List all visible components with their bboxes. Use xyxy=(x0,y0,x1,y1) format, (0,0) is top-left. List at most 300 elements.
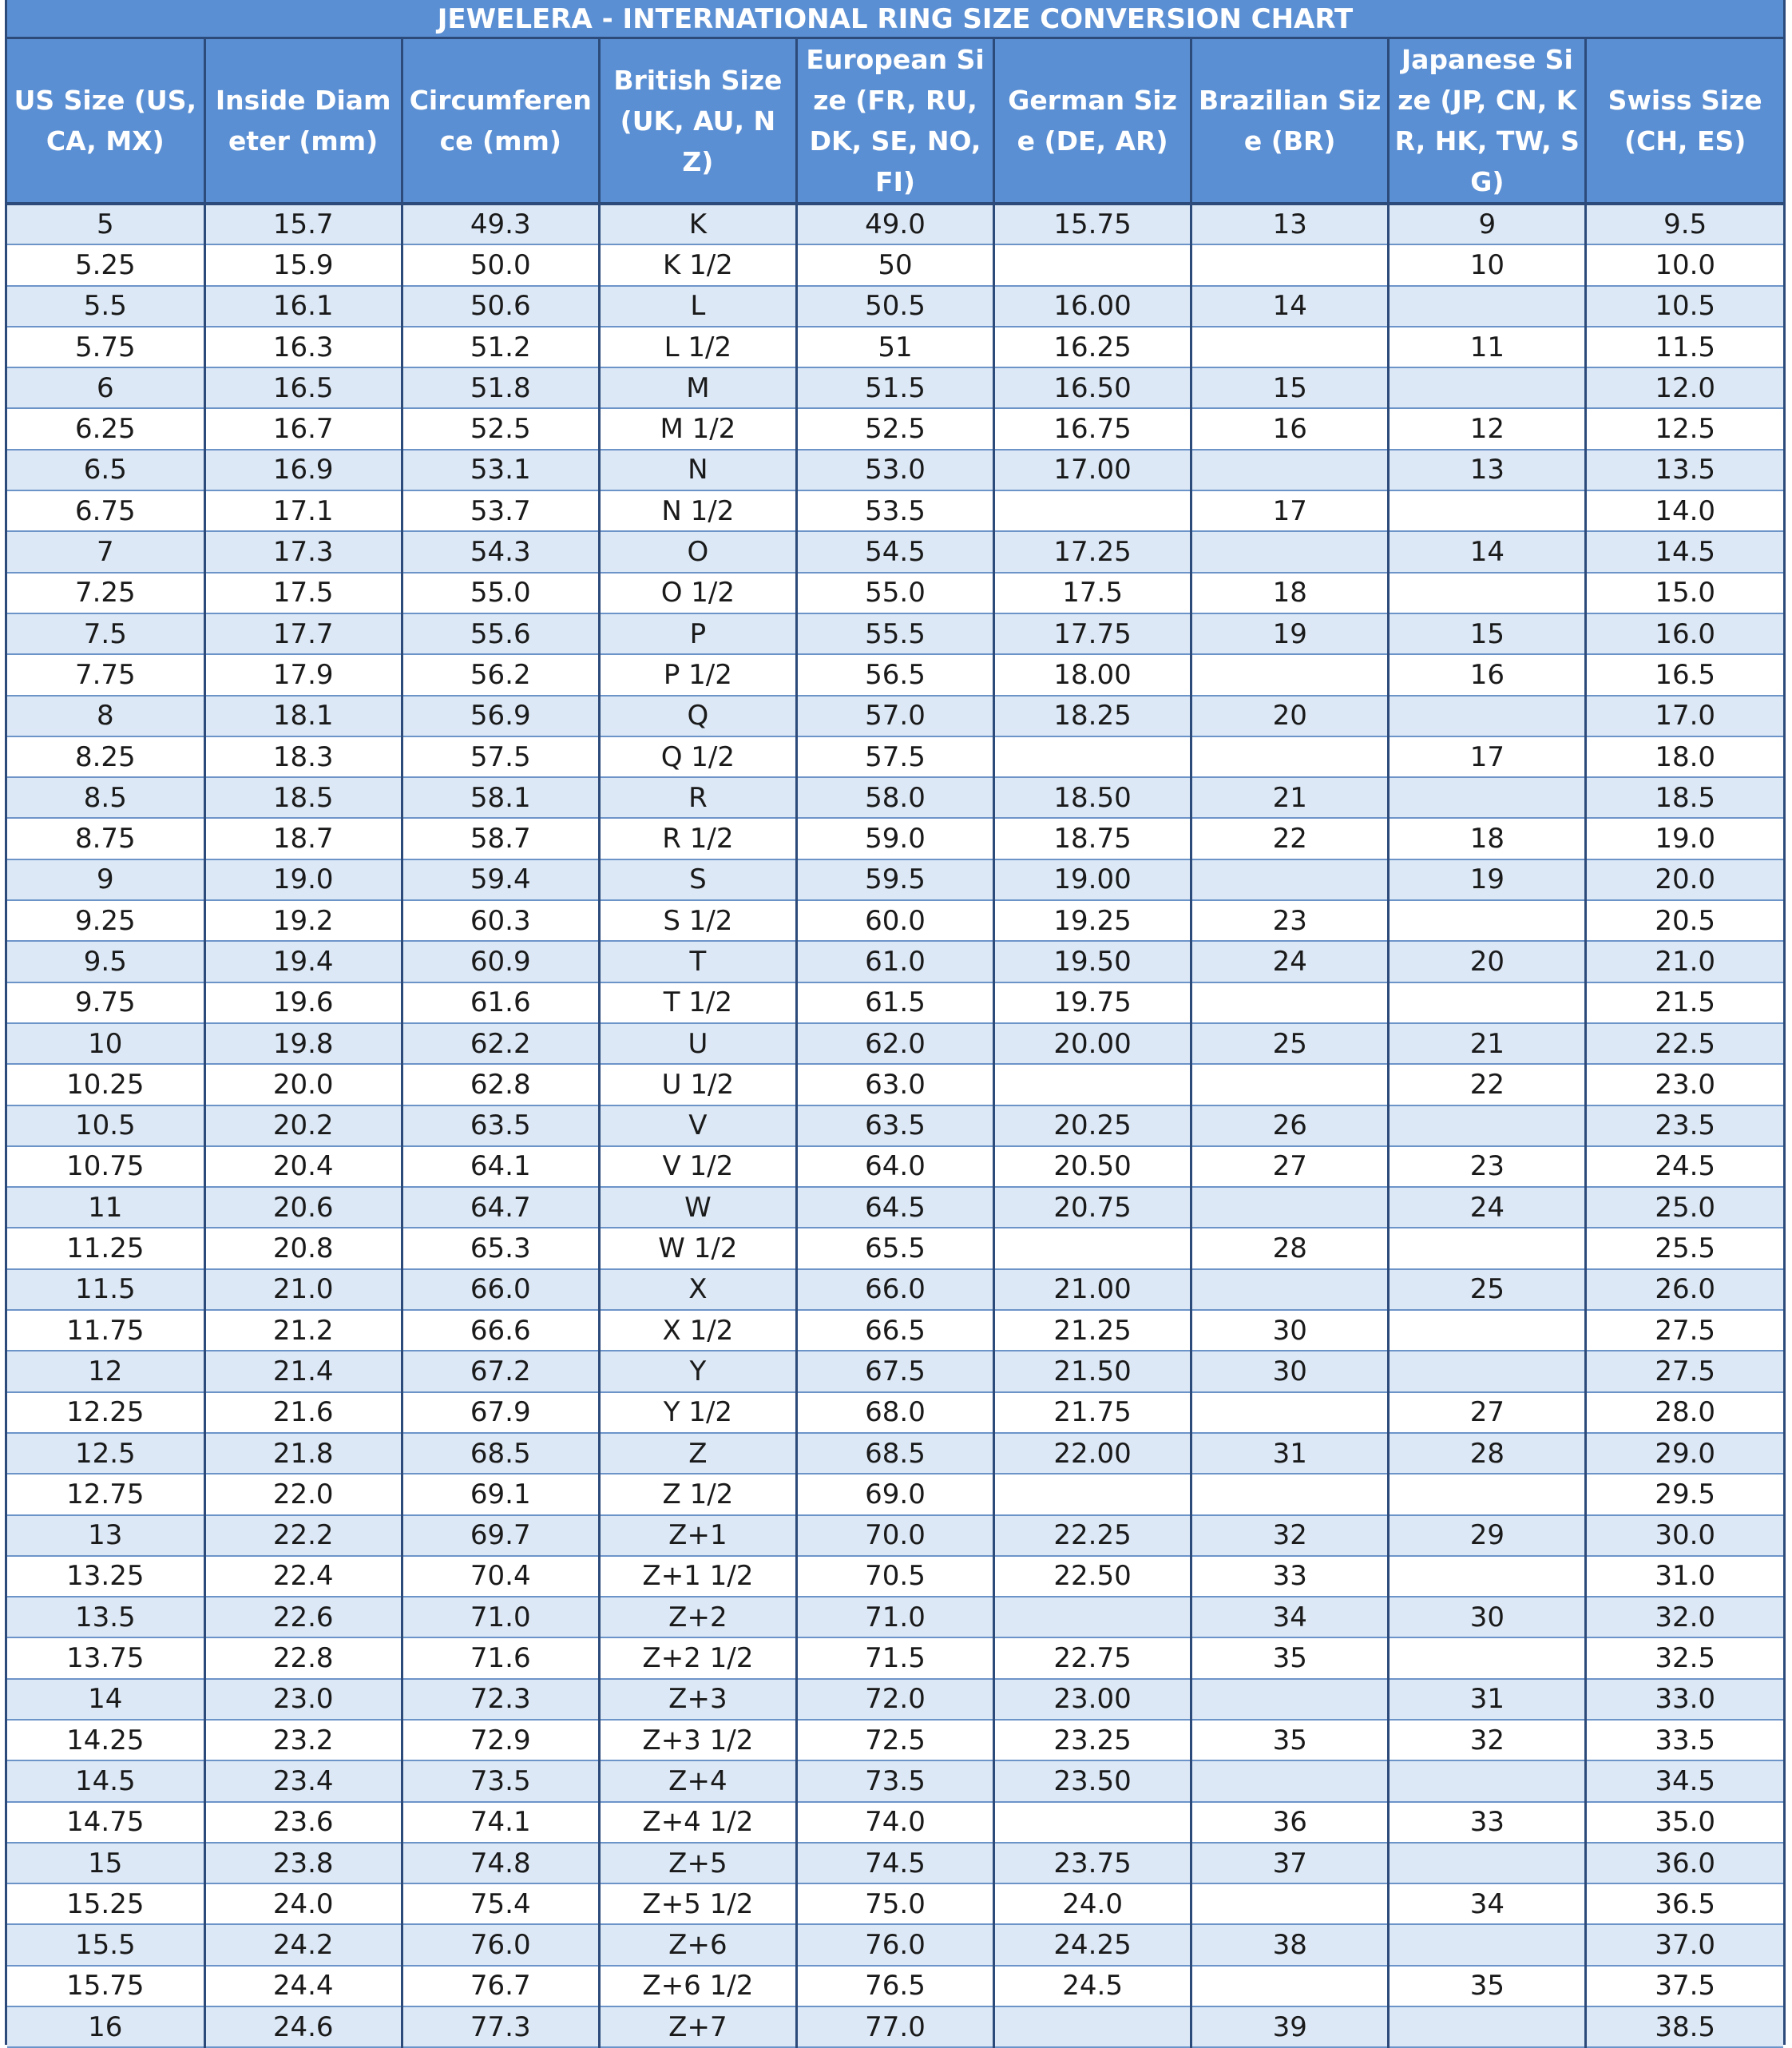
table-cell: 53.1 xyxy=(402,450,599,490)
table-row xyxy=(7,244,1783,285)
table-cell xyxy=(1389,1310,1586,1351)
table-cell: 71.5 xyxy=(796,1637,993,1678)
table-cell: 23 xyxy=(1191,900,1389,941)
table-cell: 31 xyxy=(1389,1679,1586,1720)
table-cell xyxy=(1191,1760,1389,1801)
table-cell: Y xyxy=(599,1351,796,1391)
table-cell: 50.5 xyxy=(796,286,993,327)
table-cell: 16 xyxy=(1389,654,1586,695)
table-cell: 17.7 xyxy=(204,613,402,654)
table-cell: 25.0 xyxy=(1586,1187,1783,1228)
table-row xyxy=(7,1064,1783,1105)
table-cell: 14 xyxy=(1389,531,1586,572)
table-cell: 50 xyxy=(796,244,993,285)
table-cell: 17.25 xyxy=(994,531,1191,572)
table-row xyxy=(7,1310,1783,1351)
table-cell: 57.5 xyxy=(796,736,993,777)
table-cell: 50.6 xyxy=(402,286,599,327)
table-cell: 56.2 xyxy=(402,654,599,695)
table-cell: 17.00 xyxy=(994,450,1191,490)
table-cell: 35.0 xyxy=(1586,1802,1783,1843)
table-cell: 18.00 xyxy=(994,654,1191,695)
table-cell: 12 xyxy=(1389,408,1586,449)
table-cell: M 1/2 xyxy=(599,408,796,449)
table-cell: 15 xyxy=(1389,613,1586,654)
table-cell: 21.50 xyxy=(994,1351,1191,1391)
table-row xyxy=(7,573,1783,613)
table-cell: 73.5 xyxy=(796,1760,993,1801)
table-cell: Z+6 xyxy=(599,1924,796,1965)
table-row xyxy=(7,1351,1783,1391)
table-cell: O 1/2 xyxy=(599,573,796,613)
table-cell xyxy=(1389,1843,1586,1883)
table-cell: 5.25 xyxy=(7,244,204,285)
table-cell: 17.0 xyxy=(1586,696,1783,736)
table-body xyxy=(7,204,1783,2047)
table-cell: 77.0 xyxy=(796,2006,993,2047)
table-cell: T 1/2 xyxy=(599,982,796,1023)
table-cell: 11 xyxy=(7,1187,204,1228)
column-header: German Size (DE, AR) xyxy=(994,39,1191,204)
table-cell: Z+3 1/2 xyxy=(599,1720,796,1760)
table-cell: 12.25 xyxy=(7,1392,204,1433)
table-row xyxy=(7,982,1783,1023)
table-cell: 25 xyxy=(1191,1023,1389,1064)
table-cell: W 1/2 xyxy=(599,1228,796,1268)
table-cell: 24.0 xyxy=(994,1883,1191,1924)
table-cell: 76.0 xyxy=(402,1924,599,1965)
table-cell: 24 xyxy=(1191,941,1389,982)
table-cell: 15.0 xyxy=(1586,573,1783,613)
table-cell: 24.6 xyxy=(204,2006,402,2047)
table-cell: 24.25 xyxy=(994,1924,1191,1965)
column-header: Circumference (mm) xyxy=(402,39,599,204)
table-row xyxy=(7,367,1783,408)
table-cell: 72.5 xyxy=(796,1720,993,1760)
table-cell: 30.0 xyxy=(1586,1515,1783,1556)
table-cell: 70.5 xyxy=(796,1556,993,1597)
table-cell: 66.5 xyxy=(796,1310,993,1351)
table-cell: 36.5 xyxy=(1586,1883,1783,1924)
table-cell: 29 xyxy=(1389,1515,1586,1556)
table-cell: 14.0 xyxy=(1586,490,1783,531)
table-cell xyxy=(1389,982,1586,1023)
table-row xyxy=(7,1515,1783,1556)
table-cell: 68.5 xyxy=(402,1433,599,1474)
table-cell: 35 xyxy=(1191,1720,1389,1760)
table-cell xyxy=(994,490,1191,531)
table-cell: 27 xyxy=(1389,1392,1586,1433)
table-cell xyxy=(1191,531,1389,572)
table-cell: V 1/2 xyxy=(599,1146,796,1187)
table-cell xyxy=(994,1228,1191,1268)
table-cell: Z+6 1/2 xyxy=(599,1966,796,2006)
table-cell: U xyxy=(599,1023,796,1064)
table-cell: 33.0 xyxy=(1586,1679,1783,1720)
table-cell: 7 xyxy=(7,531,204,572)
table-cell: K 1/2 xyxy=(599,244,796,285)
table-cell: 53.5 xyxy=(796,490,993,531)
table-cell: 66.0 xyxy=(402,1269,599,1310)
table-cell: 24.0 xyxy=(204,1883,402,1924)
table-cell: 11.25 xyxy=(7,1228,204,1268)
table-cell: 14.5 xyxy=(1586,531,1783,572)
table-cell: 53.0 xyxy=(796,450,993,490)
table-cell: V xyxy=(599,1105,796,1146)
table-row xyxy=(7,900,1783,941)
table-cell: 18.25 xyxy=(994,696,1191,736)
table-cell: 17.75 xyxy=(994,613,1191,654)
table-cell: 77.3 xyxy=(402,2006,599,2047)
table-cell: 17.3 xyxy=(204,531,402,572)
table-cell: 27 xyxy=(1191,1146,1389,1187)
table-cell: R xyxy=(599,777,796,818)
table-cell: 71.6 xyxy=(402,1637,599,1678)
table-cell: 14.25 xyxy=(7,1720,204,1760)
table-cell: 17 xyxy=(1389,736,1586,777)
table-cell: 19 xyxy=(1191,613,1389,654)
table-cell: 21.25 xyxy=(994,1310,1191,1351)
table-cell: 54.5 xyxy=(796,531,993,572)
table-cell: Y 1/2 xyxy=(599,1392,796,1433)
table-cell: Z+4 1/2 xyxy=(599,1802,796,1843)
table-cell: 7.5 xyxy=(7,613,204,654)
table-row xyxy=(7,1760,1783,1801)
table-cell: 59.0 xyxy=(796,818,993,859)
table-cell: 69.0 xyxy=(796,1474,993,1514)
table-cell: 16.25 xyxy=(994,327,1191,367)
table-cell: 14 xyxy=(7,1679,204,1720)
table-cell: 61.6 xyxy=(402,982,599,1023)
conversion-table xyxy=(7,39,1783,2048)
table-cell: R 1/2 xyxy=(599,818,796,859)
table-cell: 14.75 xyxy=(7,1802,204,1843)
table-cell: 13 xyxy=(1191,204,1389,244)
table-cell: 37.0 xyxy=(1586,1924,1783,1965)
table-cell: 62.8 xyxy=(402,1064,599,1105)
table-cell: 36.0 xyxy=(1586,1843,1783,1883)
table-cell: 64.7 xyxy=(402,1187,599,1228)
table-cell: 21.2 xyxy=(204,1310,402,1351)
table-cell: 16.50 xyxy=(994,367,1191,408)
table-cell xyxy=(994,244,1191,285)
table-cell: 21 xyxy=(1389,1023,1586,1064)
table-cell xyxy=(1191,450,1389,490)
table-cell: L xyxy=(599,286,796,327)
table-cell: 63.5 xyxy=(796,1105,993,1146)
table-cell: 20.0 xyxy=(1586,859,1783,900)
table-cell xyxy=(1191,1966,1389,2006)
table-cell: 74.8 xyxy=(402,1843,599,1883)
table-row xyxy=(7,1105,1783,1146)
table-cell: 8 xyxy=(7,696,204,736)
table-cell: 16.0 xyxy=(1586,613,1783,654)
table-cell: 64.0 xyxy=(796,1146,993,1187)
table-cell: 24 xyxy=(1389,1187,1586,1228)
table-cell: 66.6 xyxy=(402,1310,599,1351)
table-cell: 22 xyxy=(1191,818,1389,859)
table-cell: N 1/2 xyxy=(599,490,796,531)
table-cell: Z+5 xyxy=(599,1843,796,1883)
table-cell: 49.3 xyxy=(402,204,599,244)
table-cell: K xyxy=(599,204,796,244)
table-row xyxy=(7,286,1783,327)
table-cell: 51.2 xyxy=(402,327,599,367)
table-cell: 13.5 xyxy=(1586,450,1783,490)
table-cell: 22.0 xyxy=(204,1474,402,1514)
table-cell: 6.25 xyxy=(7,408,204,449)
table-cell: 19.25 xyxy=(994,900,1191,941)
table-cell: S 1/2 xyxy=(599,900,796,941)
table-cell: 55.0 xyxy=(796,573,993,613)
column-header: European Size (FR, RU, DK, SE, NO, FI) xyxy=(796,39,993,204)
table-cell: 10.25 xyxy=(7,1064,204,1105)
table-cell: 17.5 xyxy=(994,573,1191,613)
table-row xyxy=(7,1556,1783,1597)
table-cell: 10.0 xyxy=(1586,244,1783,285)
table-cell: L 1/2 xyxy=(599,327,796,367)
table-row xyxy=(7,777,1783,818)
table-cell: 22.50 xyxy=(994,1556,1191,1597)
table-cell: 58.7 xyxy=(402,818,599,859)
table-cell: 64.1 xyxy=(402,1146,599,1187)
table-cell: 14.5 xyxy=(7,1760,204,1801)
table-cell: 13.5 xyxy=(7,1597,204,1637)
table-row xyxy=(7,1802,1783,1843)
table-cell: 20.6 xyxy=(204,1187,402,1228)
table-cell: 15.25 xyxy=(7,1883,204,1924)
table-cell: 76.0 xyxy=(796,1924,993,1965)
table-cell: W xyxy=(599,1187,796,1228)
table-cell: S xyxy=(599,859,796,900)
table-cell: Z+3 xyxy=(599,1679,796,1720)
header-row xyxy=(7,39,1783,204)
table-cell: 21.5 xyxy=(1586,982,1783,1023)
table-cell: 59.5 xyxy=(796,859,993,900)
table-cell: 20 xyxy=(1389,941,1586,982)
table-row xyxy=(7,696,1783,736)
table-cell: 73.5 xyxy=(402,1760,599,1801)
table-cell: 72.3 xyxy=(402,1679,599,1720)
table-cell: 12.5 xyxy=(1586,408,1783,449)
table-cell xyxy=(994,1597,1191,1637)
table-cell: 23.0 xyxy=(1586,1064,1783,1105)
table-cell: 32.5 xyxy=(1586,1637,1783,1678)
table-cell: 13.75 xyxy=(7,1637,204,1678)
table-cell: 12 xyxy=(7,1351,204,1391)
table-cell: 17.9 xyxy=(204,654,402,695)
table-cell: 55.6 xyxy=(402,613,599,654)
table-cell xyxy=(1191,1269,1389,1310)
table-cell: 20.0 xyxy=(204,1064,402,1105)
table-cell: 22.75 xyxy=(994,1637,1191,1678)
table-cell: 21 xyxy=(1191,777,1389,818)
table-cell: 10 xyxy=(7,1023,204,1064)
table-cell xyxy=(994,1474,1191,1514)
table-cell xyxy=(1191,1064,1389,1105)
table-cell: 23.5 xyxy=(1586,1105,1783,1146)
table-cell: 32 xyxy=(1389,1720,1586,1760)
table-cell: 23.2 xyxy=(204,1720,402,1760)
table-cell: 20.4 xyxy=(204,1146,402,1187)
table-row xyxy=(7,1679,1783,1720)
table-cell: 23 xyxy=(1389,1146,1586,1187)
table-cell xyxy=(1389,367,1586,408)
table-cell: 60.0 xyxy=(796,900,993,941)
table-cell: 28.0 xyxy=(1586,1392,1783,1433)
table-cell xyxy=(994,1064,1191,1105)
table-cell: Z+7 xyxy=(599,2006,796,2047)
table-cell: 15.9 xyxy=(204,244,402,285)
table-cell: 21.0 xyxy=(204,1269,402,1310)
table-cell xyxy=(1389,1760,1586,1801)
table-cell xyxy=(1191,1392,1389,1433)
table-row xyxy=(7,859,1783,900)
table-cell: 9.75 xyxy=(7,982,204,1023)
table-cell: 16.3 xyxy=(204,327,402,367)
table-cell: 65.5 xyxy=(796,1228,993,1268)
table-cell: 37 xyxy=(1191,1843,1389,1883)
table-cell: 9 xyxy=(7,859,204,900)
table-cell: Z+4 xyxy=(599,1760,796,1801)
table-cell xyxy=(1191,736,1389,777)
table-cell: 63.0 xyxy=(796,1064,993,1105)
table-cell: 19.00 xyxy=(994,859,1191,900)
table-cell: 19.0 xyxy=(1586,818,1783,859)
table-cell: 75.4 xyxy=(402,1883,599,1924)
table-cell: 20.50 xyxy=(994,1146,1191,1187)
table-cell: 18.7 xyxy=(204,818,402,859)
table-cell: 52.5 xyxy=(796,408,993,449)
table-cell: 11 xyxy=(1389,327,1586,367)
table-cell xyxy=(1389,573,1586,613)
column-header: Japanese Size (JP, CN, KR, HK, TW, SG) xyxy=(1389,39,1586,204)
table-cell: 37.5 xyxy=(1586,1966,1783,2006)
table-cell: 33 xyxy=(1389,1802,1586,1843)
table-cell: 18.5 xyxy=(1586,777,1783,818)
table-cell: 6.5 xyxy=(7,450,204,490)
table-cell: 62.2 xyxy=(402,1023,599,1064)
table-row xyxy=(7,1269,1783,1310)
table-cell: 23.0 xyxy=(204,1679,402,1720)
table-cell: 22.8 xyxy=(204,1637,402,1678)
table-cell: 38 xyxy=(1191,1924,1389,1965)
table-cell: 15.7 xyxy=(204,204,402,244)
table-cell: 74.1 xyxy=(402,1802,599,1843)
table-cell xyxy=(1389,286,1586,327)
table-cell: 56.9 xyxy=(402,696,599,736)
table-cell: 27.5 xyxy=(1586,1351,1783,1391)
table-cell: 34.5 xyxy=(1586,1760,1783,1801)
table-row xyxy=(7,1883,1783,1924)
table-cell: 29.0 xyxy=(1586,1433,1783,1474)
table-cell: 55.0 xyxy=(402,573,599,613)
column-header: Inside Diameter (mm) xyxy=(204,39,402,204)
table-cell: 12.5 xyxy=(7,1433,204,1474)
table-cell: 23.6 xyxy=(204,1802,402,1843)
table-cell: 57.5 xyxy=(402,736,599,777)
table-row xyxy=(7,736,1783,777)
table-cell: 6.75 xyxy=(7,490,204,531)
table-cell: U 1/2 xyxy=(599,1064,796,1105)
table-cell: 49.0 xyxy=(796,204,993,244)
table-cell: 24.2 xyxy=(204,1924,402,1965)
table-cell: 51.8 xyxy=(402,367,599,408)
table-cell: Z+2 xyxy=(599,1597,796,1637)
table-cell: 23.8 xyxy=(204,1843,402,1883)
table-cell xyxy=(1389,490,1586,531)
table-cell: X 1/2 xyxy=(599,1310,796,1351)
table-row xyxy=(7,1597,1783,1637)
table-cell: 24.4 xyxy=(204,1966,402,2006)
table-cell: 13 xyxy=(1389,450,1586,490)
table-cell: 8.5 xyxy=(7,777,204,818)
table-cell: 60.9 xyxy=(402,941,599,982)
table-cell: 26.0 xyxy=(1586,1269,1783,1310)
table-cell: 9.5 xyxy=(7,941,204,982)
column-header: Brazilian Size (BR) xyxy=(1191,39,1389,204)
table-cell: 19.75 xyxy=(994,982,1191,1023)
table-cell: Q 1/2 xyxy=(599,736,796,777)
table-cell xyxy=(1389,1924,1586,1965)
table-row xyxy=(7,1392,1783,1433)
table-row xyxy=(7,941,1783,982)
table-cell xyxy=(994,2006,1191,2047)
table-cell: P 1/2 xyxy=(599,654,796,695)
table-cell: 16 xyxy=(1191,408,1389,449)
table-cell: 23.75 xyxy=(994,1843,1191,1883)
table-cell: 21.6 xyxy=(204,1392,402,1433)
column-header: US Size (US, CA, MX) xyxy=(7,39,204,204)
table-cell: 10.5 xyxy=(1586,286,1783,327)
table-cell: 7.25 xyxy=(7,573,204,613)
table-cell: 32 xyxy=(1191,1515,1389,1556)
table-cell: 54.3 xyxy=(402,531,599,572)
table-cell: 51 xyxy=(796,327,993,367)
table-cell xyxy=(1191,327,1389,367)
column-header: Swiss Size (CH, ES) xyxy=(1586,39,1783,204)
table-cell: 10.5 xyxy=(7,1105,204,1146)
table-cell: 53.7 xyxy=(402,490,599,531)
table-cell: Q xyxy=(599,696,796,736)
table-row xyxy=(7,1720,1783,1760)
table-cell: 38.5 xyxy=(1586,2006,1783,2047)
table-cell: 12.0 xyxy=(1586,367,1783,408)
table-cell: 16.1 xyxy=(204,286,402,327)
table-cell: 22.5 xyxy=(1586,1023,1783,1064)
table-cell: 27.5 xyxy=(1586,1310,1783,1351)
table-cell: 18.3 xyxy=(204,736,402,777)
table-cell: 11.5 xyxy=(1586,327,1783,367)
table-row xyxy=(7,1187,1783,1228)
table-cell: 20.25 xyxy=(994,1105,1191,1146)
table-cell: 32.0 xyxy=(1586,1597,1783,1637)
table-cell: 67.2 xyxy=(402,1351,599,1391)
table-cell: 16.5 xyxy=(204,367,402,408)
table-cell: 30 xyxy=(1389,1597,1586,1637)
table-cell: 17.1 xyxy=(204,490,402,531)
table-cell xyxy=(1389,1474,1586,1514)
table-cell: 13.25 xyxy=(7,1556,204,1597)
table-cell: 71.0 xyxy=(402,1597,599,1637)
table-cell: 19.6 xyxy=(204,982,402,1023)
table-cell: 62.0 xyxy=(796,1023,993,1064)
table-cell: 58.0 xyxy=(796,777,993,818)
table-cell: 70.0 xyxy=(796,1515,993,1556)
table-cell xyxy=(994,1802,1191,1843)
table-cell xyxy=(1191,1187,1389,1228)
table-cell: 74.5 xyxy=(796,1843,993,1883)
